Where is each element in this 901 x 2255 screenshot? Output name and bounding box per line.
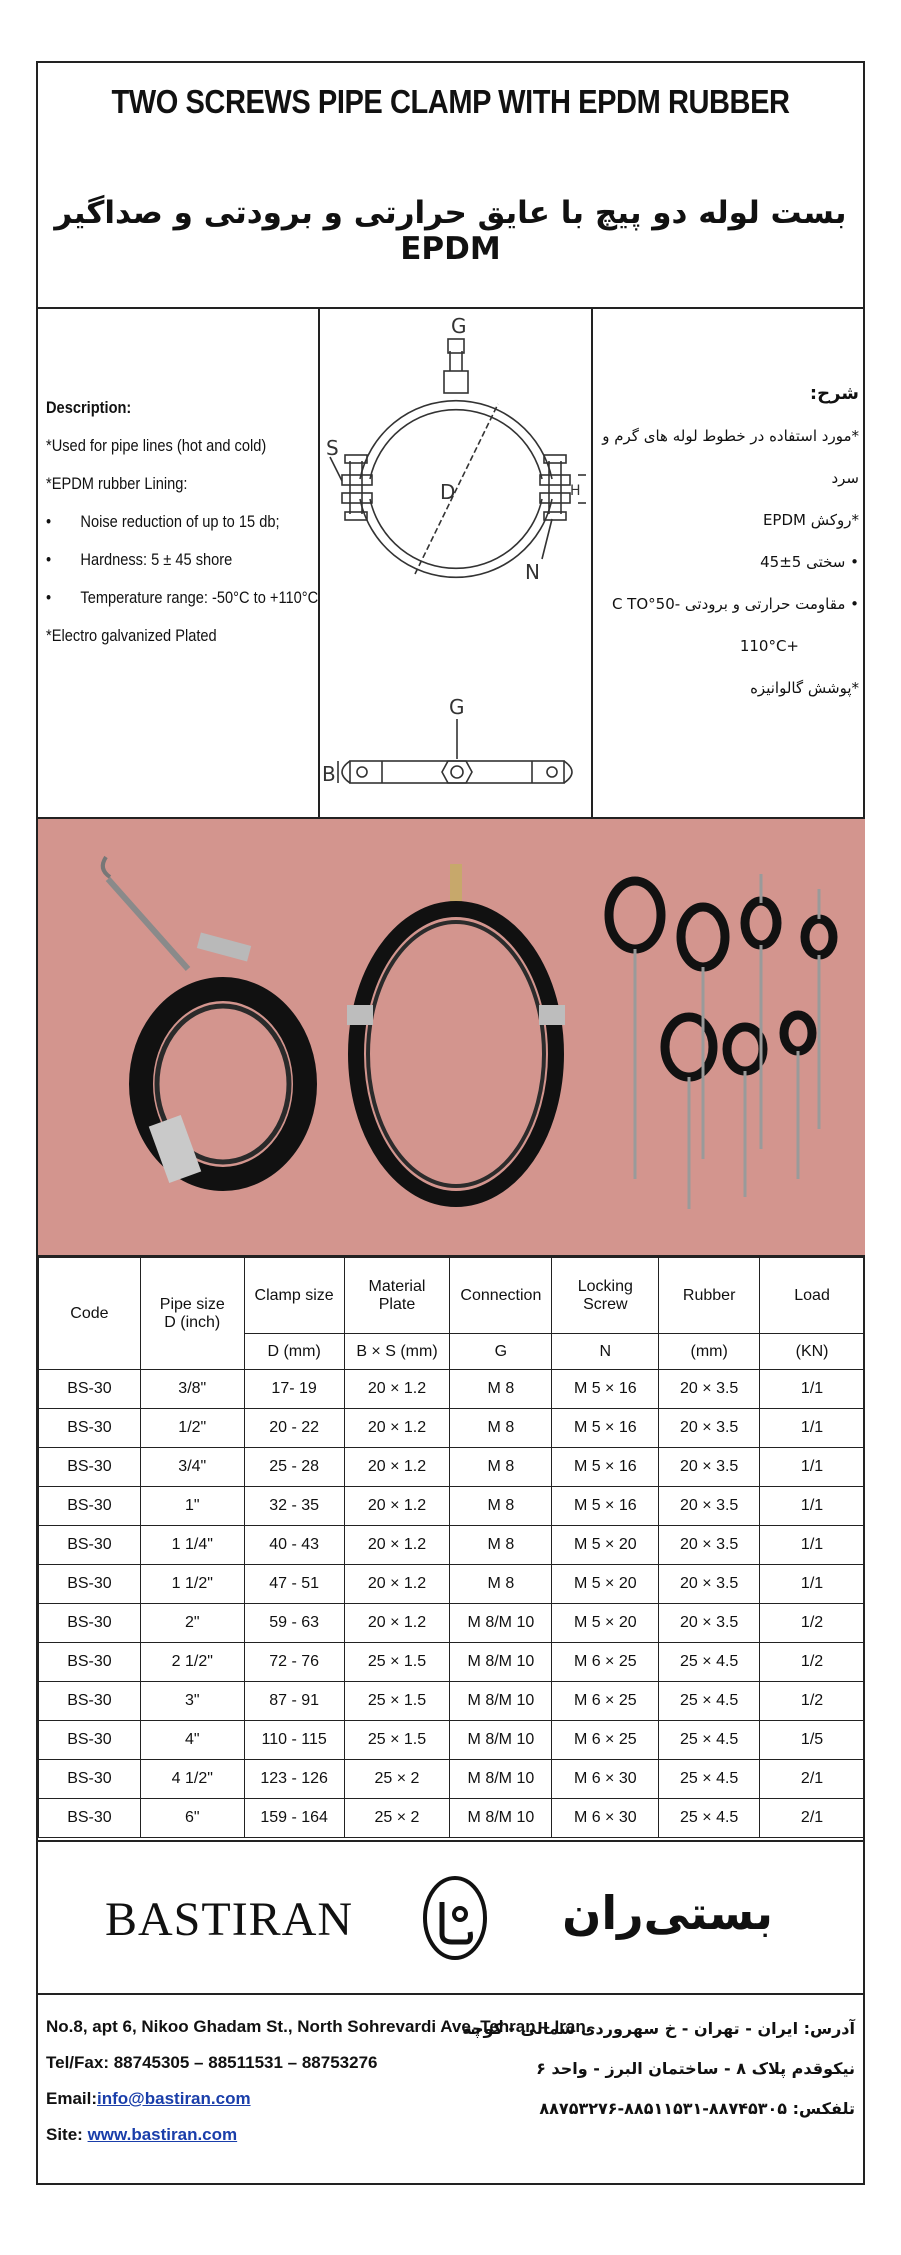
cell-rubber: 20 × 3.5 (659, 1409, 760, 1448)
header-clamp-size: Clamp size (244, 1258, 344, 1334)
drawing-label-h: H (570, 483, 581, 499)
cell-screw: M 6 × 25 (552, 1682, 659, 1721)
cell-connection: M 8/M 10 (450, 1682, 552, 1721)
cell-pipe-size: 1" (140, 1487, 244, 1526)
header-load: Load (760, 1258, 865, 1334)
email-line: Email:info@bastiran.com (46, 2089, 251, 2108)
bastiran-logo-icon (420, 1872, 490, 1964)
unit-clamp: D (mm) (244, 1334, 344, 1370)
photo-clamp-front (320, 819, 593, 1255)
cell-connection: M 8/M 10 (450, 1760, 552, 1799)
brand-name-persian: بستی‌ران (562, 1886, 773, 1940)
cell-code: BS-30 (39, 1682, 141, 1721)
cell-connection: M 8/M 10 (450, 1604, 552, 1643)
cell-clamp-size: 47 - 51 (244, 1565, 344, 1604)
cell-load: 1/1 (760, 1370, 865, 1409)
cell-plate: 20 × 1.2 (344, 1487, 450, 1526)
description-persian (593, 373, 859, 709)
cell-pipe-size: 2" (140, 1604, 244, 1643)
cell-clamp-size: 123 - 126 (244, 1760, 344, 1799)
cell-clamp-size: 72 - 76 (244, 1643, 344, 1682)
drawing-label-n: N (525, 560, 540, 584)
description-section (38, 309, 863, 819)
table-row (39, 1643, 865, 1682)
cell-code: BS-30 (39, 1643, 141, 1682)
cell-clamp-size: 25 - 28 (244, 1448, 344, 1487)
cell-load: 1/2 (760, 1604, 865, 1643)
description-bullet-fa: • سختی 5±45 (760, 553, 859, 571)
site-line: Site: www.bastiran.com (46, 2125, 238, 2144)
brand-name-english: BASTIRAN (105, 1893, 354, 1946)
header-connection: Connection (450, 1258, 552, 1334)
cell-load: 1/2 (760, 1682, 865, 1721)
cell-plate: 20 × 1.2 (344, 1526, 450, 1565)
cell-connection: M 8 (450, 1565, 552, 1604)
cell-pipe-size: 1 1/4" (140, 1526, 244, 1565)
cell-load: 1/1 (760, 1409, 865, 1448)
specification-table (38, 1257, 865, 1838)
header-material-plate: Material Plate (344, 1258, 450, 1334)
table-row (39, 1799, 865, 1838)
cell-plate: 20 × 1.2 (344, 1409, 450, 1448)
cell-rubber: 20 × 3.5 (659, 1487, 760, 1526)
cell-pipe-size: 1/2" (140, 1409, 244, 1448)
cell-connection: M 8 (450, 1526, 552, 1565)
cell-screw: M 5 × 16 (552, 1487, 659, 1526)
drawing-label-g: G (451, 314, 467, 338)
clamp-side-image (38, 819, 320, 1255)
cell-rubber: 25 × 4.5 (659, 1760, 760, 1799)
description-heading-fa: شرح: (809, 383, 859, 404)
header-locking-screw: Locking Screw (552, 1258, 659, 1334)
cell-plate: 25 × 1.5 (344, 1643, 450, 1682)
cell-clamp-size: 110 - 115 (244, 1721, 344, 1760)
cell-rubber: 25 × 4.5 (659, 1721, 760, 1760)
description-line: *Used for pipe lines (hot and cold) (46, 436, 267, 455)
cell-plate: 25 × 2 (344, 1799, 450, 1838)
description-bullet: • Noise reduction of up to 15 db; (46, 512, 280, 531)
table-row (39, 1682, 865, 1721)
title-section (38, 63, 863, 309)
title-english: TWO SCREWS PIPE CLAMP WITH EPDM RUBBER (111, 83, 790, 120)
cell-plate: 25 × 1.5 (344, 1721, 450, 1760)
header-rubber: Rubber (659, 1258, 760, 1334)
clamp-technical-drawing (320, 309, 593, 819)
cell-rubber: 20 × 3.5 (659, 1370, 760, 1409)
table-row (39, 1604, 865, 1643)
cell-load: 1/1 (760, 1526, 865, 1565)
phone-line-fa: تلفکس: ۸۸۷۴۵۳۰۵-۸۸۵۱۱۵۳۱-۸۸۷۵۳۲۷۶ (539, 2099, 855, 2118)
cell-code: BS-30 (39, 1760, 141, 1799)
datasheet-frame (36, 61, 865, 2185)
table-row (39, 1448, 865, 1487)
address-line-fa: آدرس: ایران - تهران - خ سهروردی شمالی - کوچه (462, 2019, 855, 2038)
cell-rubber: 25 × 4.5 (659, 1682, 760, 1721)
email-link[interactable]: info@bastiran.com (97, 2089, 251, 2108)
cell-load: 1/2 (760, 1643, 865, 1682)
cell-connection: M 8/M 10 (450, 1643, 552, 1682)
cell-pipe-size: 4" (140, 1721, 244, 1760)
table-row (39, 1370, 865, 1409)
description-line-fa: *مورد استفاده در خطوط لوله های گرم و سرد (602, 427, 859, 487)
website-link[interactable]: www.bastiran.com (87, 2125, 238, 2144)
cell-plate: 20 × 1.2 (344, 1565, 450, 1604)
cell-screw: M 6 × 30 (552, 1799, 659, 1838)
unit-plate: B × S (mm) (344, 1334, 450, 1370)
cell-screw: M 5 × 16 (552, 1370, 659, 1409)
drawing-label-g2: G (449, 695, 465, 719)
cell-plate: 25 × 2 (344, 1760, 450, 1799)
description-bullet: • Hardness: 5 ± 45 shore (46, 550, 233, 569)
cell-code: BS-30 (39, 1370, 141, 1409)
cell-pipe-size: 6" (140, 1799, 244, 1838)
cell-screw: M 6 × 30 (552, 1760, 659, 1799)
table-row (39, 1526, 865, 1565)
drawing-label-s: S (326, 436, 339, 460)
cell-pipe-size: 1 1/2" (140, 1565, 244, 1604)
drawing-label-d: D (440, 480, 456, 504)
unit-connection: G (450, 1334, 552, 1370)
cell-plate: 25 × 1.5 (344, 1682, 450, 1721)
cell-code: BS-30 (39, 1448, 141, 1487)
description-english (46, 389, 318, 655)
technical-drawing-cell (320, 309, 593, 817)
cell-rubber: 20 × 3.5 (659, 1565, 760, 1604)
cell-code: BS-30 (39, 1799, 141, 1838)
clamp-front-image (320, 819, 593, 1255)
cell-plate: 20 × 1.2 (344, 1448, 450, 1487)
table-row (39, 1409, 865, 1448)
cell-pipe-size: 3" (140, 1682, 244, 1721)
cell-connection: M 8 (450, 1487, 552, 1526)
address-persian (462, 2009, 855, 2129)
cell-clamp-size: 87 - 91 (244, 1682, 344, 1721)
cell-clamp-size: 159 - 164 (244, 1799, 344, 1838)
cell-plate: 20 × 1.2 (344, 1604, 450, 1643)
cell-rubber: 20 × 3.5 (659, 1448, 760, 1487)
description-line: *Electro galvanized Plated (46, 626, 217, 645)
tel-fax: Tel/Fax: 88745305 – 88511531 – 88753276 (46, 2053, 378, 2072)
cell-pipe-size: 4 1/2" (140, 1760, 244, 1799)
cell-load: 2/1 (760, 1760, 865, 1799)
brand-section (38, 1840, 863, 1995)
cell-clamp-size: 59 - 63 (244, 1604, 344, 1643)
cell-clamp-size: 17- 19 (244, 1370, 344, 1409)
description-heading: Description: (46, 398, 132, 417)
cell-load: 1/1 (760, 1565, 865, 1604)
description-line-fa: +110°C (739, 637, 799, 655)
unit-load: (KN) (760, 1334, 865, 1370)
unit-rubber: (mm) (659, 1334, 760, 1370)
cell-rubber: 20 × 3.5 (659, 1526, 760, 1565)
address-line: No.8, apt 6, Nikoo Ghadam St., North Sohrevardi Ave.,Tehran – Iran. (46, 2017, 591, 2036)
cell-clamp-size: 20 - 22 (244, 1409, 344, 1448)
cell-screw: M 6 × 25 (552, 1643, 659, 1682)
header-code: Code (39, 1258, 141, 1370)
description-bullet: • Temperature range: -50°C to +110°C (46, 588, 319, 607)
cell-load: 1/1 (760, 1448, 865, 1487)
cell-code: BS-30 (39, 1526, 141, 1565)
cell-code: BS-30 (39, 1604, 141, 1643)
cell-clamp-size: 40 - 43 (244, 1526, 344, 1565)
cell-pipe-size: 2 1/2" (140, 1643, 244, 1682)
cell-load: 2/1 (760, 1799, 865, 1838)
cell-rubber: 20 × 3.5 (659, 1604, 760, 1643)
clamp-assortment-image (593, 819, 865, 1255)
cell-code: BS-30 (39, 1565, 141, 1604)
cell-screw: M 5 × 20 (552, 1565, 659, 1604)
cell-code: BS-30 (39, 1487, 141, 1526)
cell-rubber: 25 × 4.5 (659, 1799, 760, 1838)
cell-clamp-size: 32 - 35 (244, 1487, 344, 1526)
cell-connection: M 8 (450, 1448, 552, 1487)
photo-clamp-assortment (593, 819, 865, 1255)
cell-load: 1/5 (760, 1721, 865, 1760)
description-bullet-fa: • مقاومت حرارتی و برودتی -50°C TO (611, 595, 859, 613)
cell-screw: M 5 × 16 (552, 1409, 659, 1448)
unit-screw: N (552, 1334, 659, 1370)
cell-connection: M 8/M 10 (450, 1721, 552, 1760)
cell-connection: M 8/M 10 (450, 1799, 552, 1838)
cell-connection: M 8 (450, 1409, 552, 1448)
product-photos (38, 819, 863, 1257)
cell-code: BS-30 (39, 1721, 141, 1760)
contact-section (38, 1995, 863, 2185)
address-line-fa: نیکوقدم پلاک ۸ - ساختمان البرز - واحد ۶ (536, 2059, 855, 2078)
cell-connection: M 8 (450, 1370, 552, 1409)
description-persian-cell (593, 309, 865, 817)
title-persian: بست لوله دو پیچ با عایق حرارتی و برودتی و صداگیر EPDM (54, 195, 847, 267)
description-english-cell (38, 309, 320, 817)
header-pipe-size: Pipe size D (inch) (140, 1258, 244, 1370)
description-line-fa: *روکش EPDM (762, 511, 859, 529)
cell-screw: M 5 × 16 (552, 1448, 659, 1487)
cell-screw: M 5 × 20 (552, 1604, 659, 1643)
description-line: *EPDM rubber Lining: (46, 474, 188, 493)
table-row (39, 1721, 865, 1760)
table-row (39, 1487, 865, 1526)
cell-rubber: 25 × 4.5 (659, 1643, 760, 1682)
cell-screw: M 6 × 25 (552, 1721, 659, 1760)
description-line-fa: *پوشش گالوانیزه (750, 679, 859, 697)
table-row (39, 1565, 865, 1604)
cell-pipe-size: 3/4" (140, 1448, 244, 1487)
cell-code: BS-30 (39, 1409, 141, 1448)
cell-pipe-size: 3/8" (140, 1370, 244, 1409)
cell-load: 1/1 (760, 1487, 865, 1526)
cell-screw: M 5 × 20 (552, 1526, 659, 1565)
photo-clamp-side (38, 819, 320, 1255)
cell-plate: 20 × 1.2 (344, 1370, 450, 1409)
table-row (39, 1760, 865, 1799)
drawing-label-b: B (322, 762, 336, 786)
